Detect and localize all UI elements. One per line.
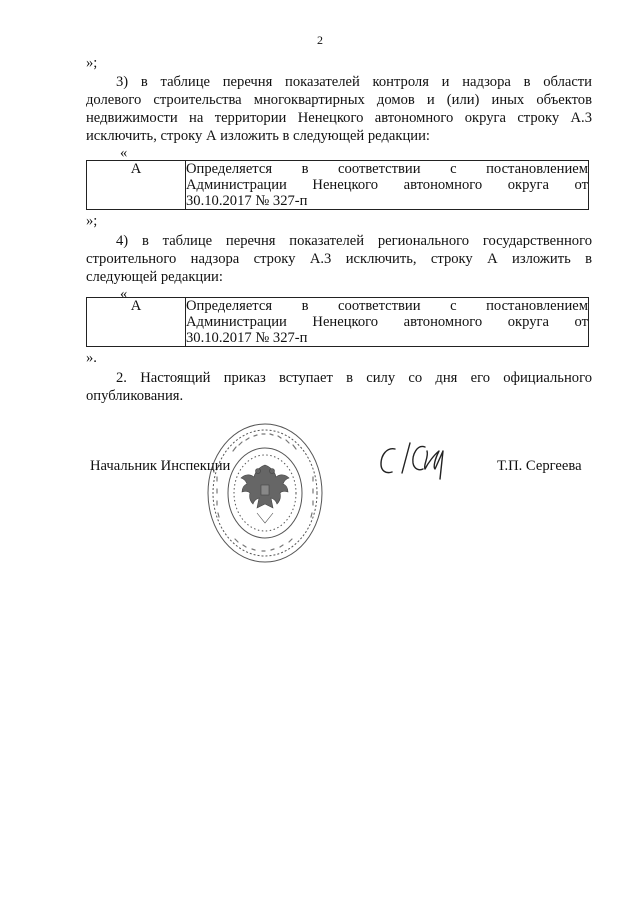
item3-line-4: исключить, строку А изложить в следующей редакции: [86,128,430,144]
quote-close-1: »; [86,55,98,71]
point2-line-2: опубликования. [86,388,184,404]
item3-table [86,160,589,210]
position-title: Начальник Инспекции [90,458,231,474]
signatory-name: Т.П. Сергеева [497,458,582,474]
quote-close-2: »; [86,213,98,229]
item3-line-3: недвижимости на территории Ненецкого автономного округа строку А.3 [86,110,592,126]
item3-line-2: долевого строительства многоквартирных домов и (или) иных объектов [86,92,592,108]
item4-line-2: строительного надзора строку А.3 исключить, строку А изложить в [86,251,592,267]
table-row [87,161,589,210]
official-seal-icon [205,421,325,566]
quote-open-item3: « [120,145,128,161]
item3-table-code: А [87,161,186,210]
item3-table-text [186,161,589,210]
signature-icon [375,439,465,481]
point2-line-1: 2. Настоящий приказ вступает в силу со дня его официального [116,370,592,386]
item3-table-text-line-3: 30.10.2017 № 327-п [186,193,308,209]
item4-table-text-line-1: Определяется в соответствии с постановлением [186,298,588,314]
item3-line-1: 3) в таблице перечня показателей контроля и надзора в области [116,74,592,90]
item3-table-text-line-1: Определяется в соответствии с постановлением [186,161,588,177]
item4-line-1: 4) в таблице перечня показателей регионального государственного [116,233,592,249]
quote-open-item4: « [120,286,128,302]
item3-table-text-line-2: Администрации Ненецкого автономного округа от [186,177,588,193]
item4-table-text [186,298,589,347]
item4-table-code: А [87,298,186,347]
item4-table [86,297,589,347]
item4-table-text-line-3: 30.10.2017 № 327-п [186,330,308,346]
page-number: 2 [317,33,323,47]
quote-close-final: ». [86,350,97,366]
item4-table-text-line-2: Администрации Ненецкого автономного округа от [186,314,588,330]
item4-line-3: следующей редакции: [86,269,223,285]
table-row [87,298,589,347]
